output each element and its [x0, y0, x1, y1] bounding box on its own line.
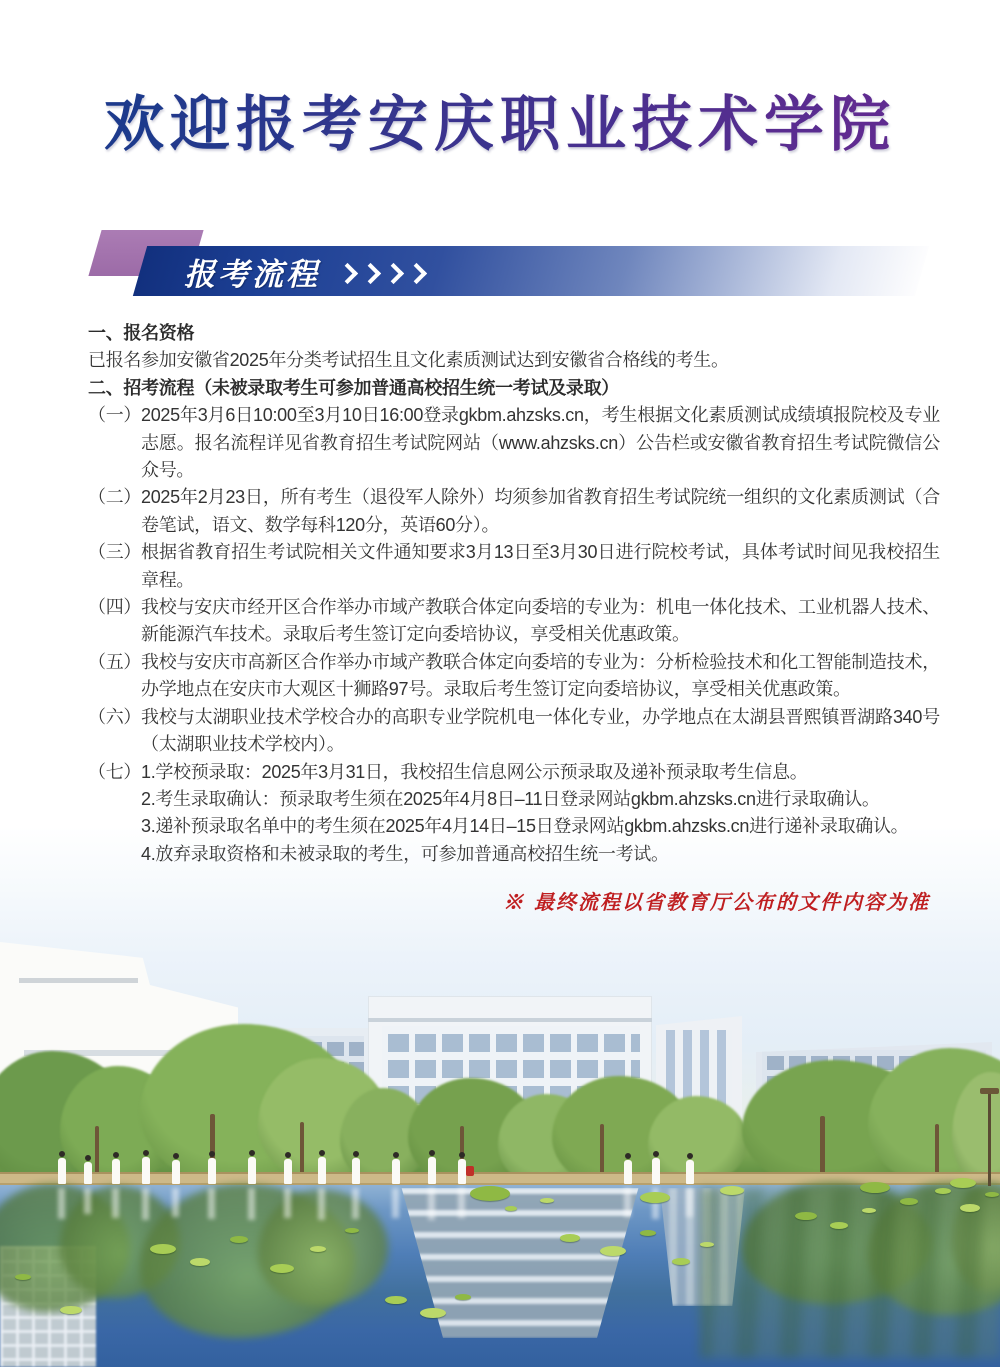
item-label: （五） — [88, 651, 142, 672]
section1-heading: 一、报名资格 — [88, 323, 195, 343]
list-item-1 — [88, 402, 940, 484]
item-label: （七） — [88, 761, 142, 782]
section1-body: 已报名参加安徽省2025年分类考试招生且文化素质测试达到安徽省合格线的考生。 — [88, 350, 729, 371]
section-banner — [82, 230, 922, 300]
item-subline: 1.学校预录取：2025年3月31日，我校招生信息网公示预录取及递补预录取考生信息。 — [141, 761, 808, 782]
item-label: （三） — [88, 542, 142, 563]
item-text: 我校与太湖职业技术学校合办的高职专业学院机电一体化专业，办学地点在太湖县晋熙镇晋湖路340号（太湖职业技术学校内）。 — [141, 706, 940, 755]
banner-blue-shape — [133, 246, 929, 296]
page-title: 欢迎报考安庆职业技术学院 — [104, 91, 896, 158]
section2-heading: 二、招考流程（未被录取考生可参加普通高校招生统一考试及录取） — [88, 377, 619, 398]
item-text: 2025年2月23日，所有考生（退役军人除外）均须参加省教育招生考试院统一组织的文化素质测试（合卷笔试，语文、数学每科120分，英语60分）。 — [141, 487, 940, 535]
lamp-post — [988, 1094, 991, 1186]
banner-label: 报考流程 — [184, 256, 320, 292]
list-item-2 — [88, 484, 940, 539]
list-item-5 — [88, 649, 940, 704]
chevron-right-icon — [340, 266, 432, 281]
item-subline: 4.放弃录取资格和未被录取的考生，可参加普通高校招生统一考试。 — [141, 843, 669, 864]
disclaimer-note: ※ 最终流程以省教育厅公布的文件内容为准 — [503, 890, 930, 914]
item-label: （六） — [88, 706, 142, 727]
item-label: （四） — [88, 597, 142, 618]
body-content — [88, 320, 940, 868]
list-item-4 — [88, 594, 940, 649]
item-text: 我校与安庆市经开区合作举办市域产教联合体定向委培的专业为：机电一体化技术、工业机器人技术、新能源汽车技术。录取后考生签订定向委培协议，享受相关优惠政策。 — [141, 597, 940, 645]
item-subline: 2.考生录取确认：预录取考生须在2025年4月8日–11日登录网站gkbm.ahzsks.cn进行录取确认。 — [141, 788, 880, 809]
item-subline: 3.递补预录取名单中的考生须在2025年4月14日–15日登录网站gkbm.ahzsks.cn进行递补录取确认。 — [141, 816, 909, 837]
item-text: 我校与安庆市高新区合作举办市域产教联合体定向委培的专业为：分析检验技术和化工智能制造技术，办学地点在安庆市大观区十狮路97号。录取后考生签订定向委培协议，享受相关优惠政策。 — [141, 651, 940, 700]
list-item-6 — [88, 704, 940, 759]
item-label: （二） — [88, 487, 142, 508]
item-text: 2025年3月6日10:00至3月10日16:00登录gkbm.ahzsks.cn，考生根据文化素质测试成绩填报院校及专业志愿。报名流程详见省教育招生考试院网站（www.ahzsks.cn）公告栏或安徽省教育招生考试院微信公众号。 — [141, 405, 940, 481]
list-item-7 — [88, 759, 940, 869]
item-label: （一） — [88, 405, 142, 426]
item-text: 根据省教育招生考试院相关文件通知要求3月13日至3月30日进行院校考试，具体考试时间见我校招生章程。 — [141, 542, 940, 590]
list-item-3 — [88, 539, 940, 594]
